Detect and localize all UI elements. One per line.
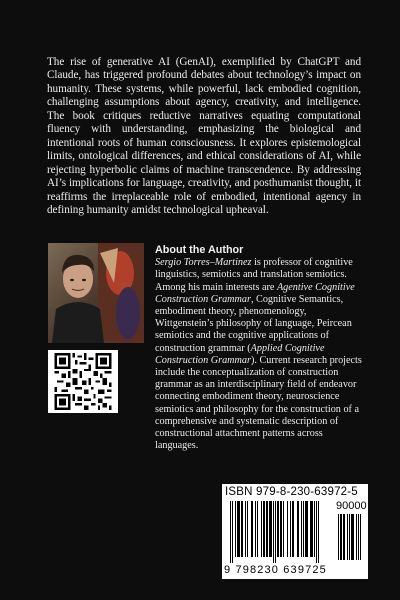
author-bio-part-1: is professor of cognitive linguistics, semiotics and translation semiotics. Among his main interests are bbox=[155, 257, 353, 293]
back-cover-blurb: The rise of generative AI (GenAI), exemplified by ChatGPT and Claude, has triggered profound debates about technology’s impact on humanity. These systems, while powerful, lack embodied cognition, challenging assumptions about agency, creativity, and intelligence. The book critiques reductive narratives equating computational fluency with understanding, emphasizing the biological and intentional roots of human consciousness. It explores epistemological limits, ontological differences, and ethical considerations of AI, while rejecting hyperbolic claims of machine transcendence. By addressing AI’s implications for language, creativity, and posthumanist thought, it reaffirms the irreplaceable role of embodied, intentional agency in defining humanity amidst technological upheaval. bbox=[47, 56, 361, 216]
author-photo bbox=[48, 243, 144, 343]
interest-applied-ccg: Applied Cognitive Construction Grammar bbox=[155, 342, 325, 366]
qr-code[interactable] bbox=[48, 350, 118, 413]
barcode-digits: 9 798230 639725 bbox=[224, 564, 327, 576]
author-bio-part-3: ). Current research projects include the conceptualization of construction grammar as an interdisciplinary field of endeavor connecting embodiment theory, neuroscience semiotics and philosophy for the construction of a comprehensive and systematic description of constructional attachment patterns across languages. bbox=[155, 354, 362, 452]
about-author-heading: About the Author bbox=[155, 244, 244, 256]
interest-agentive-ccg: Agentive Cognitive Construction Grammar bbox=[155, 281, 355, 305]
author-bio bbox=[155, 257, 367, 452]
isbn-barcode bbox=[222, 484, 368, 579]
about-the-author bbox=[155, 244, 367, 452]
isbn-label: ISBN 979-8-230-63972-5 bbox=[225, 486, 358, 498]
price-addon-number: 90000 bbox=[336, 500, 367, 512]
addon-barcode-bars bbox=[338, 514, 364, 566]
ean-barcode-bars bbox=[230, 501, 330, 563]
author-bio-part-2: , Cognitive Semantics, embodiment theory, phenomenology, Wittgenstein’s philosophy of language, Peircean semiotics and the cognitive applications of construction grammar ( bbox=[155, 293, 352, 354]
author-name: Sergio Torres–Martinez bbox=[155, 257, 252, 269]
